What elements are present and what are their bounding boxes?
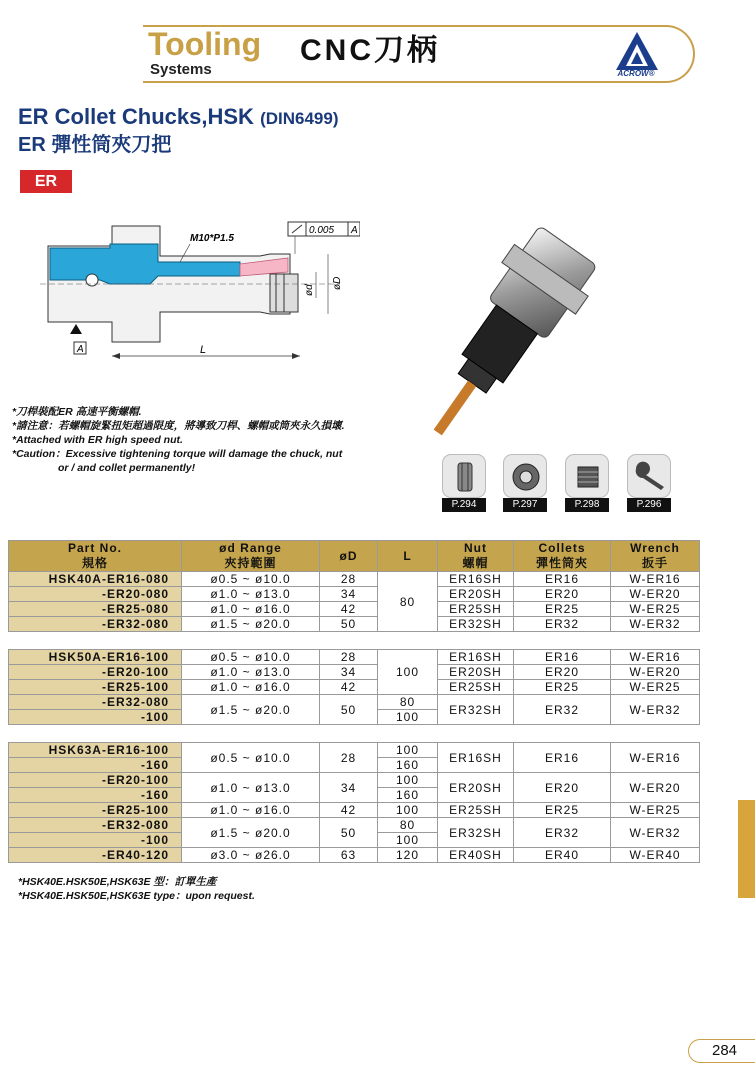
col-part-no: Part No. 規格 [9, 541, 182, 572]
dim-d-label: ød [304, 284, 315, 296]
page-ref-thread[interactable] [565, 454, 609, 512]
table-row: -ER32-080 ø1.5 ~ ø20.0 50 80 ER32SH ER32 W-ER32 [9, 818, 700, 833]
dim-D-label: øD [332, 276, 343, 290]
page-number: 284 [712, 1042, 738, 1059]
datum-label: A [77, 344, 84, 355]
product-photo [380, 222, 610, 442]
title-zh: ER 彈性筒夾刀把 [18, 134, 172, 156]
table-row: -160 160 [9, 788, 700, 803]
page-ref-nut[interactable] [503, 454, 547, 512]
table-row: HSK40A-ER16-080 ø0.5 ~ ø10.0 28 80 ER16SH ER16 W-ER16 [9, 572, 700, 587]
nut-icon [503, 454, 547, 498]
title-en-standard: (DIN6499) [260, 109, 339, 128]
title-en [18, 104, 338, 132]
title-en-main: ER Collet Chucks,HSK [18, 104, 254, 129]
col-D: øD [320, 541, 378, 572]
note-zh-1: *刀桿裝配ER 高速平衡螺帽. [12, 406, 142, 418]
thread-label: M10*P1.5 [190, 233, 234, 244]
table-row: HSK63A-ER16-100 ø0.5 ~ ø10.0 28 100 ER16SH ER16 W-ER16 [9, 743, 700, 758]
note-en-3: or / and collet permanently! [58, 462, 196, 474]
table-row: HSK50A-ER16-100 ø0.5 ~ ø10.0 28 100 ER16SH ER16 W-ER16 [9, 650, 700, 665]
er-badge: ER [20, 170, 72, 193]
page-ref-label: P.298 [565, 498, 609, 512]
table-row: -ER20-100 ø1.0 ~ ø13.0 34 ER20SH ER20 W-ER20 [9, 665, 700, 680]
dim-L-label: L [200, 344, 207, 356]
brand-tooling: Tooling [148, 26, 262, 62]
side-tab [738, 800, 755, 898]
table-row: -ER25-100 ø1.0 ~ ø16.0 42 ER25SH ER25 W-ER25 [9, 680, 700, 695]
spec-table [8, 540, 700, 863]
table-row: -ER25-080 ø1.0 ~ ø16.0 42 ER25SH ER25 W-ER25 [9, 602, 700, 617]
col-collets: Collets 彈性筒夾 [514, 541, 611, 572]
page-ref-label: P.296 [627, 498, 671, 512]
technical-diagram [40, 214, 360, 364]
table-row: -100 100 [9, 833, 700, 848]
col-range: ød Range 夾持範圍 [182, 541, 320, 572]
header-title: CNC刀柄 [300, 34, 440, 67]
col-wrench: Wrench 扳手 [611, 541, 700, 572]
col-nut: Nut 螺帽 [438, 541, 514, 572]
footnote-en: *HSK40E.HSK50E,HSK63E type：upon request. [18, 890, 255, 902]
table-row: -ER20-080 ø1.0 ~ ø13.0 34 ER20SH ER20 W-ER20 [9, 587, 700, 602]
brand-systems: Systems [150, 61, 212, 78]
table-row: -ER25-100 ø1.0 ~ ø16.0 42 100 ER25SH ER25 W-ER25 [9, 803, 700, 818]
note-en-1: *Attached with ER high speed nut. [12, 434, 183, 446]
table-row: -100 100 [9, 710, 700, 725]
table-row: -ER32-080 ø1.5 ~ ø20.0 50 80 ER32SH ER32 W-ER32 [9, 695, 700, 710]
collet-icon [442, 454, 486, 498]
table-row: -ER32-080 ø1.5 ~ ø20.0 50 ER32SH ER32 W-ER32 [9, 617, 700, 632]
page-ref-label: P.297 [503, 498, 547, 512]
note-zh-2: *請注意：若螺帽旋緊扭矩超過限度，將導致刀桿、螺帽或筒夾永久損壞. [12, 420, 345, 432]
logo-text: ACROW® [617, 69, 655, 78]
page-ref-wrench[interactable] [627, 454, 671, 512]
runout-datum: A [351, 225, 358, 236]
thread-icon [565, 454, 609, 498]
footnote-zh: *HSK40E.HSK50E,HSK63E 型：訂單生產 [18, 876, 217, 888]
table-row: -160 160 [9, 758, 700, 773]
col-L: L [378, 541, 438, 572]
table-row: -ER20-100 ø1.0 ~ ø13.0 34 100 ER20SH ER20 W-ER20 [9, 773, 700, 788]
note-en-2: *Caution：Excessive tightening torque will damage the chuck, nut [12, 448, 343, 460]
table-header-row [9, 541, 700, 572]
wrench-icon [627, 454, 671, 498]
page-ref-label: P.294 [442, 498, 486, 512]
runout-value: 0.005 [309, 225, 335, 236]
page-ref-collet[interactable] [442, 454, 486, 512]
table-row: -ER40-120 ø3.0 ~ ø26.0 63 120 ER40SH ER40 W-ER40 [9, 848, 700, 863]
